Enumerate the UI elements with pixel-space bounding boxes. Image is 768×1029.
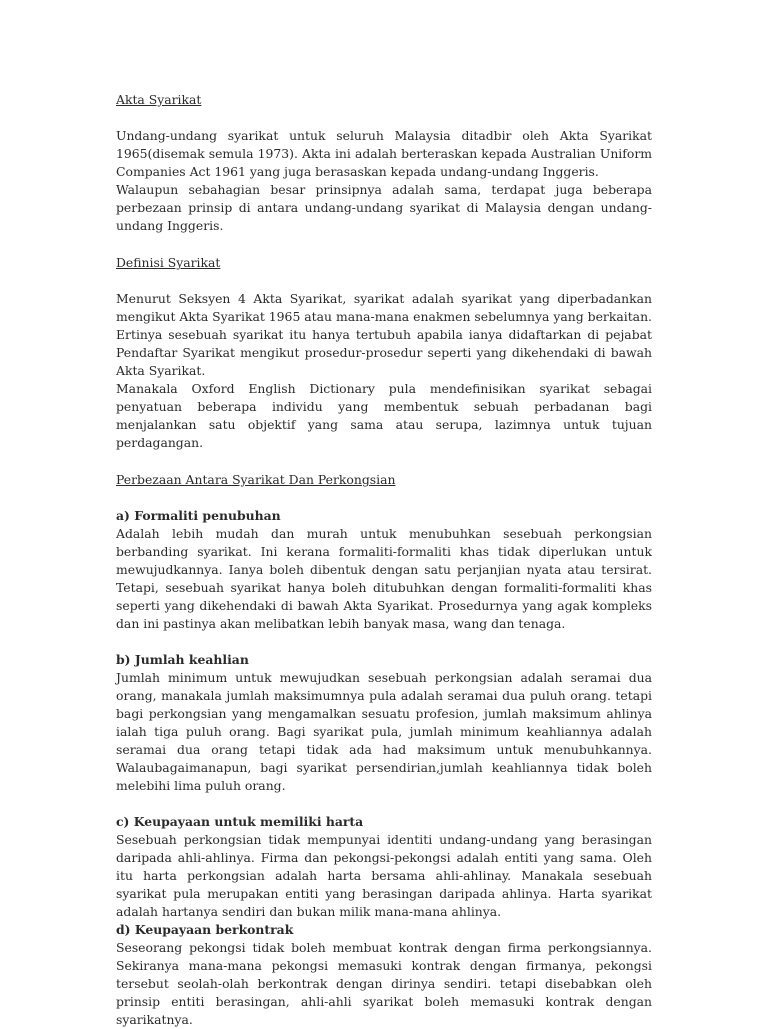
subheading-keupayaan-memiliki-harta: c) Keupayaan untuk memiliki harta xyxy=(116,814,364,829)
paragraph: Walaupun sebahagian besar prinsipnya adalah sama, terdapat juga beberapa perbezaan prinsip di antara undang-undang syarikat di Malaysia dengan undang-undang Inggeris. xyxy=(116,182,652,233)
paragraph: Menurut Seksyen 4 Akta Syarikat, syarikat adalah syarikat yang diperbadankan mengikut Akta Syarikat 1965 atau mana-mana enakmen sebelumnya yang berkaitan. Ertinya sesebuah syarikat itu hanya tertubuh apabila ianya didaftarkan di pejabat Pendaftar Syarikat mengikut prosedur-prosedur seperti yang dikehendaki di bawah Akta Syarikat. xyxy=(116,291,652,378)
subheading-keupayaan-berkontrak: d) Keupayaan berkontrak xyxy=(116,922,294,937)
paragraph: Manakala Oxford English Dictionary pula mendefinisikan syarikat sebagai penyatuan beberapa individu yang membentuk sebuah perbadanan bagi menjalankan satu objektif yang sama atau serupa, lazimnya untuk tujuan perdagangan. xyxy=(116,381,652,450)
paragraph: Undang-undang syarikat untuk seluruh Malaysia ditadbir oleh Akta Syarikat 1965(disemak semula 1973). Akta ini adalah berteraskan kepada Australian Uniform Companies Act 1961 yang juga berasaskan kepada undang-undang Inggeris. xyxy=(116,128,652,179)
section-heading-definisi-syarikat: Definisi Syarikat xyxy=(116,255,221,270)
paragraph: Sesebuah perkongsian tidak mempunyai identiti undang-undang yang berasingan daripada ahli-ahlinya. Firma dan pekongsi-pekongsi adalah entiti yang sama. Oleh itu harta perkongsian adalah harta bersama ahli-ahlinay. Manakala sesebuah syarikat pula merupakan entiti yang berasingan daripada ahlinya. Harta syarikat adalah hartanya sendiri dan bukan milik mana-mana ahlinya. xyxy=(116,832,652,919)
section-heading-perbezaan: Perbezaan Antara Syarikat Dan Perkongsian xyxy=(116,472,396,487)
paragraph: Jumlah minimum untuk mewujudkan sesebuah perkongsian adalah seramai dua orang, manakala jumlah maksimumnya pula adalah seramai dua puluh orang. tetapi bagi perkongsian yang mengamalkan sesuatu profesion, jumlah maksimum ahlinya ialah tiga puluh orang. Bagi syarikat pula, jumlah minimum keahliannya adalah seramai dua orang tetapi tidak ada had maksimum untuk menubuhkannya. Walaubagaimanapun, bagi syarikat persendirian,jumlah keahliannya tidak boleh melebihi lima puluh orang. xyxy=(116,670,652,793)
paragraph: Seseorang pekongsi tidak boleh membuat kontrak dengan firma perkongsiannya. Sekiranya mana-mana pekongsi memasuki kontrak dengan firmanya, pekongsi tersebut seolah-olah berkontrak dengan dirinya sendiri. tetapi disebabkan oleh prinsip entiti berasingan, ahli-ahli syarikat boleh memasuki kontrak dengan syarikatnya. xyxy=(116,940,652,1027)
subheading-formaliti-penubuhan: a) Formaliti penubuhan xyxy=(116,508,281,523)
section-heading-akta-syarikat: Akta Syarikat xyxy=(116,92,202,107)
paragraph: Adalah lebih mudah dan murah untuk menubuhkan sesebuah perkongsian berbanding syarikat. Ini kerana formaliti-formaliti khas tidak diperlukan untuk mewujudkannya. Ianya boleh dibentuk dengan satu perjanjian nyata atau tersirat. Tetapi, sesebuah syarikat hanya boleh ditubuhkan dengan formaliti-formaliti khas seperti yang dikehendaki di bawah Akta Syarikat. Prosedurnya yang agak kompleks dan ini pastinya akan melibatkan lebih banyak masa, wang dan tenaga. xyxy=(116,526,652,631)
subheading-jumlah-keahlian: b) Jumlah keahlian xyxy=(116,652,249,667)
